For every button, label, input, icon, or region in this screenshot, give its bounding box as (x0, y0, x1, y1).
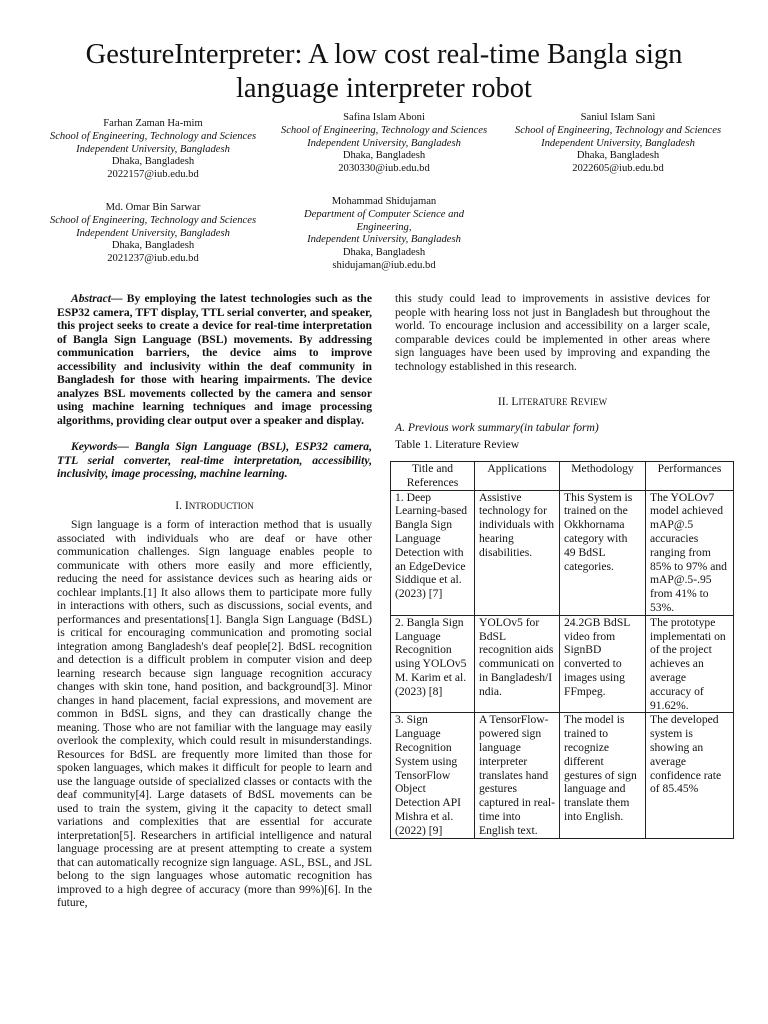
table-header-cell: Methodology (560, 462, 646, 491)
author-university: Independent University, Bangladesh (76, 227, 230, 239)
author-university: Independent University, Bangladesh (307, 234, 461, 246)
table-cell: The developed system is showing an average confidence rate of 85.45% (646, 713, 734, 838)
abstract-text: By employing the latest technologies such as the ESP32 camera, TFT display, TTL serial converter, and speaker, this project seeks to create a device for real-time interpretation of Bangla Sign Language (BSL) movements. By addressing communication barriers, the device aims to improve accessibility and inclusivity within the deaf community in Bangladesh for those with hearing impairments. The device analyzes BSL movements collected by the camera and sensor using machine learning techniques and image processing algorithms, providing clear output over a speaker and display. (57, 292, 372, 427)
author-email: 2030330@iub.edu.bd (338, 163, 430, 175)
table-caption: Table 1. Literature Review (395, 438, 520, 451)
paper-title: GestureInterpreter: A low cost real-time Bangla sign language interpreter robot (85, 39, 683, 104)
author-affiliation: School of Engineering, Technology and Sciences (49, 214, 257, 226)
left-column (57, 292, 372, 910)
abstract-label: Abstract— (71, 292, 123, 305)
author-block (48, 202, 258, 266)
table-cell: The YOLOv7 model achieved mAP@.5 accuracies ranging from 85% to 97% and mAP@.5-.95 from 41% to 53%. (646, 490, 734, 615)
author-city: Dhaka, Bangladesh (111, 156, 195, 168)
author-name: Saniul Islam Sani (580, 112, 656, 123)
author-email: 2021237@iub.edu.bd (107, 253, 199, 265)
author-city: Dhaka, Bangladesh (342, 247, 426, 259)
table-header-cell: Applications (475, 462, 560, 491)
author-city: Dhaka, Bangladesh (576, 150, 660, 162)
table-cell: This System is trained on the Okkhornama category with 49 BdSL categories. (560, 490, 646, 615)
literature-review-table (390, 461, 734, 839)
table-header-row (391, 462, 734, 491)
table-row (391, 490, 734, 615)
table-cell: The prototype implementati on of the project achieves an average accuracy of 91.62%. (646, 615, 734, 713)
table-cell: 24.2GB BdSL video from SignBD converted to images using FFmpeg. (560, 615, 646, 713)
author-block (279, 196, 489, 273)
table-cell: A TensorFlow-powered sign language interpreter translates hand gestures captured in real-time into English text. (475, 713, 560, 838)
keywords: Keywords— Bangla Sign Language (BSL), ESP32 camera, TTL serial converter, real-time interpretation, accessibility, inclusivity, image processing, machine learning. (57, 440, 372, 480)
author-email: shidujaman@iub.edu.bd (332, 259, 436, 271)
author-block (513, 112, 723, 176)
right-column (395, 292, 710, 452)
table-cell: The model is trained to recognize different gestures of sign language and translate them into English. (560, 713, 646, 838)
table-cell: 3. Sign Language Recognition System using TensorFlow Object Detection API Mishra et al. (2022) [9] (391, 713, 475, 838)
table-cell: Assistive technology for individuals with hearing disabilities. (475, 490, 560, 615)
author-name: Farhan Zaman Ha-mim (103, 118, 203, 129)
author-name: Mohammad Shidujaman (331, 196, 437, 207)
introduction-text: Sign language is a form of interaction method that is usually associated with individuals who are deaf or have other communication challenges. Sign language enables people to communicate with others more easily and more efficiently, reducing the need for assistance devices such as hearing aids or cochlear implants.[1] It also allows them to participate more fully in interactions with others, such as discussions, social events, and performances and presentations[1]. Bangla Sign Language (BdSL) is critical for encouraging communication and promoting social integration among Bangladesh's deaf people[2]. BdSL recognition and detection is a difficult problem in computer vision and deep learning research because sign language recognition accuracy changes with skin tone, hand position, and background[3]. Minor changes in hand placement, facial expressions, and movement are common in BdSL signs, and they can drastically change the meaning. Those who are not familiar with the language may easily overlook the complexity, which could result in misunderstandings. Resources for BdSL are frequently more limited than those for spoken languages, which makes it difficult for people to learn and use the language outside of specialized classes or contacts with the deaf community[4]. Large datasets of BdSL movements can be used to train the system, giving it the capacity to detect small variations and complexities that are essential for accurate interpretation[5]. Researchers in artificial intelligence and natural language processing are at present attempting to create a system that can automatically recognize sign language. ASL, BSL, and JSL belong to the sign languages whose automatic recognition has improved to a high degree of accuracy (more than 99%)[6]. In the future, (57, 518, 372, 909)
author-university: Independent University, Bangladesh (307, 137, 461, 149)
right-column-text: this study could lead to improvements in assistive devices for people with hearing loss not just in Bangladesh but throughout the world. To encourage inclusion and accessibility on a larger scale, comparable devices could be implemented in other areas where sign languages have been used by improving and expanding the technology established in this research. (395, 292, 710, 373)
table-header-cell: Title and References (391, 462, 475, 491)
author-city: Dhaka, Bangladesh (342, 150, 426, 162)
author-affiliation: School of Engineering, Technology and Sciences (514, 124, 722, 136)
author-university: Independent University, Bangladesh (76, 143, 230, 155)
author-block (48, 118, 258, 182)
author-affiliation: School of Engineering, Technology and Sciences (280, 124, 488, 136)
section-heading-introduction: I. INTRODUCTION (175, 498, 254, 512)
author-block (279, 112, 489, 176)
author-city: Dhaka, Bangladesh (111, 240, 195, 252)
section-heading-literature-review: II. LITERATURE REVIEW (497, 395, 608, 408)
author-university: Independent University, Bangladesh (541, 137, 695, 149)
subsection-heading: A. Previous work summary(in tabular form) (395, 420, 599, 434)
table-header-cell: Performances (646, 462, 734, 491)
table-cell: YOLOv5 for BdSL recognition aids communicati on in Bangladesh/I ndia. (475, 615, 560, 713)
abstract (57, 292, 372, 427)
table-cell: 2. Bangla Sign Language Recognition using YOLOv5 M. Karim et al. (2023) [8] (391, 615, 475, 713)
author-name: Safina Islam Aboni (343, 112, 425, 123)
author-name: Md. Omar Bin Sarwar (105, 202, 201, 213)
table-row (391, 713, 734, 838)
author-email: 2022157@iub.edu.bd (107, 169, 199, 181)
author-email: 2022605@iub.edu.bd (572, 163, 664, 175)
table-row (391, 615, 734, 713)
author-affiliation: School of Engineering, Technology and Sciences (49, 130, 257, 142)
author-affiliation: Department of Computer Science and Engineering, (303, 208, 465, 233)
table-cell: 1. Deep Learning-based Bangla Sign Language Detection with an EdgeDevice Siddique et al. (2023) [7] (391, 490, 475, 615)
